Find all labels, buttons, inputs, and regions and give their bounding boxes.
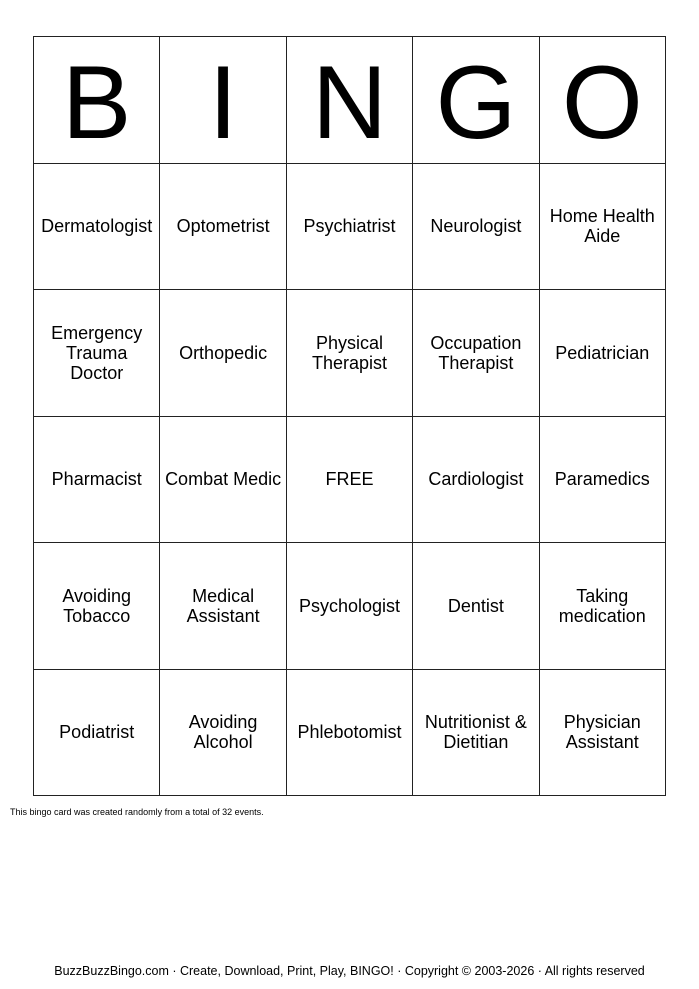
header-letter-b: B — [34, 37, 160, 164]
header-letter-n: N — [287, 37, 413, 164]
bingo-square: Dentist — [413, 543, 539, 670]
bingo-square: Optometrist — [160, 164, 286, 291]
bingo-square: Combat Medic — [160, 417, 286, 544]
bingo-square: Pharmacist — [34, 417, 160, 544]
bingo-square: Psychiatrist — [287, 164, 413, 291]
bingo-square: Nutritionist & Dietitian — [413, 670, 539, 797]
site-footer: BuzzBuzzBingo.com · Create, Download, Print, Play, BINGO! · Copyright © 2003-2026 · All rights reserved — [54, 964, 645, 978]
bingo-square: Avoiding Alcohol — [160, 670, 286, 797]
bingo-square: Dermatologist — [34, 164, 160, 291]
bingo-square: Podiatrist — [34, 670, 160, 797]
generation-note: This bingo card was created randomly from a total of 32 events. — [10, 807, 264, 817]
bingo-card — [33, 36, 666, 796]
bingo-square: Home Health Aide — [540, 164, 666, 291]
bingo-square: Taking medication — [540, 543, 666, 670]
bingo-square: Psychologist — [287, 543, 413, 670]
bingo-square: Neurologist — [413, 164, 539, 291]
bingo-square: Avoiding Tobacco — [34, 543, 160, 670]
header-letter-g: G — [413, 37, 539, 164]
bingo-square: Orthopedic — [160, 290, 286, 417]
bingo-square: Physician Assistant — [540, 670, 666, 797]
free-square: FREE — [287, 417, 413, 544]
bingo-square: Pediatrician — [540, 290, 666, 417]
bingo-square: Cardiologist — [413, 417, 539, 544]
bingo-square: Medical Assistant — [160, 543, 286, 670]
bingo-square: Phlebotomist — [287, 670, 413, 797]
bingo-square: Emergency Trauma Doctor — [34, 290, 160, 417]
bingo-square: Occupation Therapist — [413, 290, 539, 417]
header-letter-o: O — [540, 37, 666, 164]
bingo-square: Paramedics — [540, 417, 666, 544]
bingo-square: Physical Therapist — [287, 290, 413, 417]
header-letter-i: I — [160, 37, 286, 164]
